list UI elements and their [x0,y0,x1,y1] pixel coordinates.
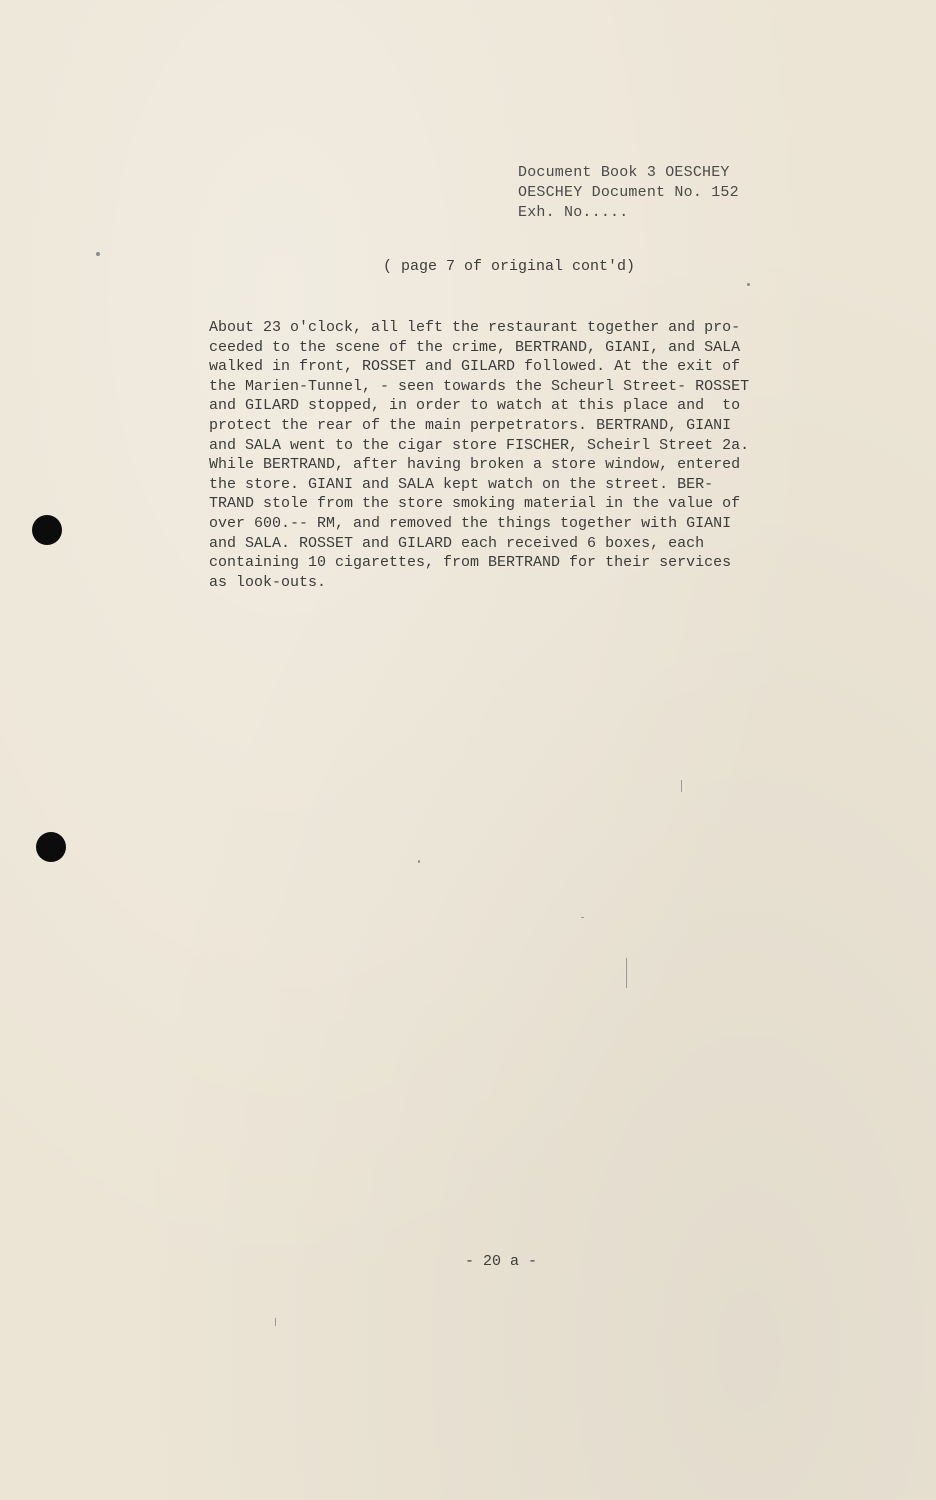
paper-speck [747,283,750,286]
exhibit-number-line: Exh. No..... [518,204,629,221]
paper-mark [581,917,584,918]
body-line: the Marien-Tunnel, - seen towards the Scheurl Street- ROSSET [209,377,750,395]
body-line: TRAND stole from the store smoking material in the value of [209,495,741,513]
document-book-line: Document Book 3 OESCHEY [518,164,730,181]
paper-mark [626,958,627,988]
body-line: While BERTRAND, after having broken a store window, entered [209,456,741,474]
body-line: and SALA went to the cigar store FISCHER, Scheirl Street 2a. [209,436,750,454]
body-line: containing 10 cigarettes, from BERTRAND for their services [209,554,732,572]
punch-hole-icon [36,832,66,862]
body-line: walked in front, ROSSET and GILARD followed. At the exit of [209,358,741,376]
body-line: over 600.-- RM, and removed the things together with GIANI [209,514,732,532]
paper-speck [96,252,100,256]
body-line: the store. GIANI and SALA kept watch on the street. BER- [209,475,714,493]
body-line: as look-outs. [209,573,327,591]
body-line: and GILARD stopped, in order to watch at this place and to [209,397,741,415]
document-header [518,163,739,223]
punch-hole-icon [32,515,62,545]
paper-mark [681,780,682,792]
page-reference: ( page 7 of original cont'd) [383,258,636,275]
page-number: - 20 a - [465,1253,538,1270]
document-number-line: OESCHEY Document No. 152 [518,184,739,201]
body-line: About 23 o'clock, all left the restaurant together and pro- [209,319,741,336]
body-paragraph [209,318,809,592]
body-line: protect the rear of the main perpetrators. BERTRAND, GIANI [209,416,732,434]
paper-mark [275,1318,276,1326]
body-line: and SALA. ROSSET and GILARD each received 6 boxes, each [209,534,705,552]
body-line: ceeded to the scene of the crime, BERTRAND, GIANI, and SALA [209,338,741,356]
paper-speck [418,860,420,863]
